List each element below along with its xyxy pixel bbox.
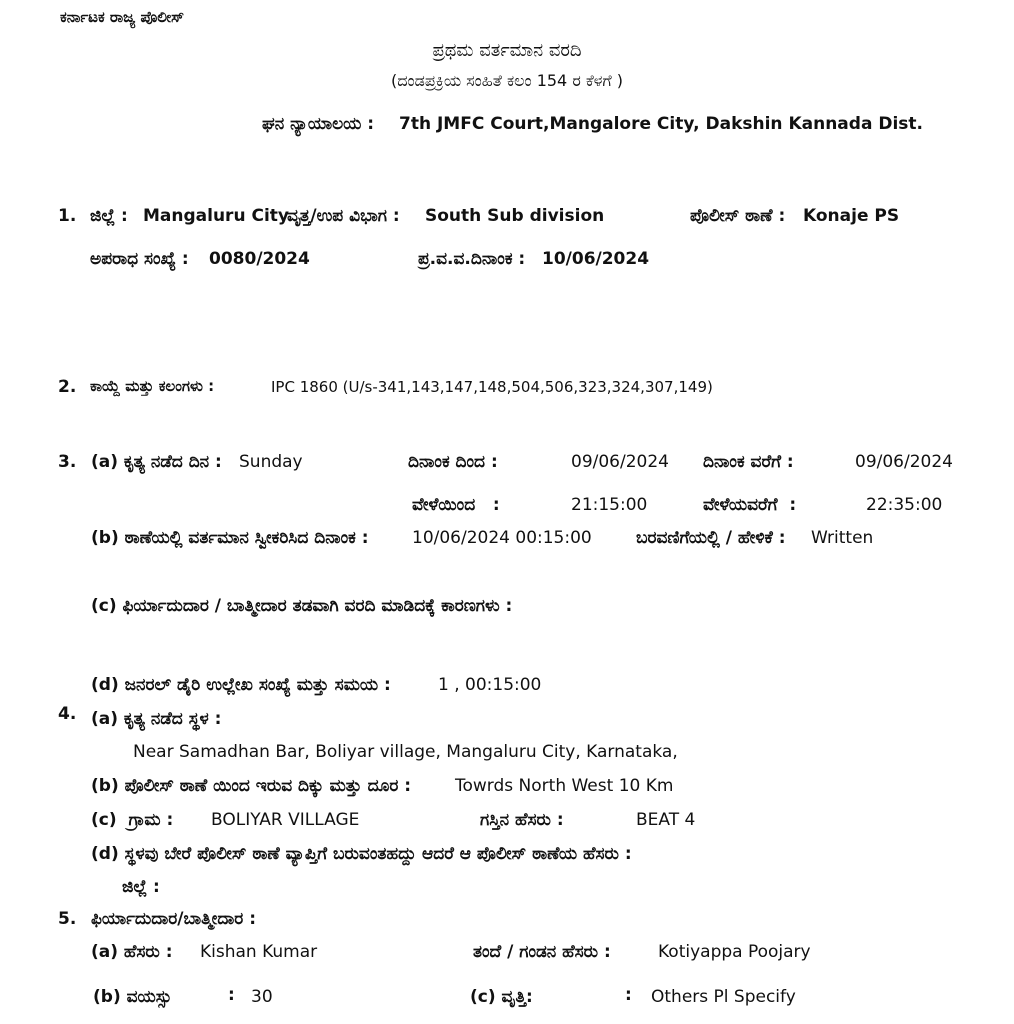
received-date-value: 10/06/2024 00:15:00 xyxy=(412,528,592,548)
org-name: ಕರ್ನಾಟಕ ರಾಜ್ಯ ಪೊಲೀಸ್ xyxy=(60,8,184,26)
fir-date-label: ಪ್ರ.ವ.ವ.ದಿನಾಂಕ : xyxy=(418,249,526,269)
other-station-district-label: ಜಿಲ್ಲೆ : xyxy=(122,877,160,897)
age-label: (b) ವಯಸ್ಸು xyxy=(93,987,172,1007)
report-mode-label: ಬರವಣಿಗೆಯಲ್ಲಿ / ಹೇಳಿಕೆ : xyxy=(636,528,786,548)
place-label: (a) ಕೃತ್ಯ ನಡೆದ ಸ್ಥಳ : xyxy=(91,709,222,729)
occupation-value: Others Pl Specify xyxy=(651,987,796,1007)
to-time-label: ವೇಳೆಯವರೆಗೆ : xyxy=(703,495,797,515)
delay-reason-label: (c) ಫಿರ್ಯಾದುದಾರ / ಬಾತ್ಮೀದಾರ ತಡವಾಗಿ ವರದಿ ಮಾಡಿದಕ್ಕೆ ಕಾರಣಗಳು : xyxy=(91,596,513,616)
father-name-label: ತಂದೆ / ಗಂಡನ ಹೆಸರು : xyxy=(473,942,611,962)
section-2-number: 2. xyxy=(58,377,77,397)
occupation-label: (c) ವೃತ್ತಿ: xyxy=(470,987,533,1007)
court-value: 7th JMFC Court,Mangalore City, Dakshin Kannada Dist. xyxy=(399,114,923,134)
district-label: ಜಿಲ್ಲೆ : xyxy=(90,206,128,226)
beat-label: ಗಸ್ತಿನ ಹೆಸರು : xyxy=(480,810,564,830)
beat-value: BEAT 4 xyxy=(636,810,696,830)
father-name-value: Kotiyappa Poojary xyxy=(658,942,811,962)
occurrence-day-label-text: (a) ಕೃತ್ಯ ನಡೆದ ದಿನ : xyxy=(91,452,222,472)
fir-date-value: 10/06/2024 xyxy=(542,249,650,269)
occurrence-day-label xyxy=(91,454,222,471)
document-title: ಪ್ರಥಮ ವರ್ತಮಾನ ವರದಿ xyxy=(432,40,582,61)
received-date-label: (b) ಠಾಣೆಯಲ್ಲಿ ವರ್ತಮಾನ ಸ್ವೀಕರಿಸಿದ ದಿನಾಂಕ : xyxy=(91,528,369,548)
acts-label: ಕಾಯ್ದೆ ಮತ್ತು ಕಲಂಗಳು : xyxy=(90,377,215,395)
age-value: 30 xyxy=(251,987,273,1007)
from-time-value: 21:15:00 xyxy=(571,495,648,515)
to-time-value: 22:35:00 xyxy=(866,495,943,515)
occupation-colon: : xyxy=(625,985,632,1005)
section-5-number: 5. xyxy=(58,909,77,929)
circle-label: ವೃತ್ತ/ಉಪ ವಿಭಾಗ : xyxy=(287,206,400,226)
occurrence-day-value: Sunday xyxy=(239,452,303,472)
to-date-value: 09/06/2024 xyxy=(855,452,953,472)
general-diary-value: 1 , 00:15:00 xyxy=(438,675,542,695)
document-subtitle: (ದಂಡಪ್ರಕ್ರಿಯ ಸಂಹಿತೆ ಕಲಂ 154 ರ ಕೆಳಗೆ ) xyxy=(390,71,624,90)
from-date-value: 09/06/2024 xyxy=(571,452,669,472)
other-station-label: (d) ಸ್ಥಳವು ಬೇರೆ ಪೊಲೀಸ್ ಠಾಣೆ ವ್ಯಾಪ್ತಿಗೆ ಬರುವಂತಹದ್ದು ಆದರೆ ಆ ಪೊಲೀಸ್ ಠಾಣೆಯ ಹೆಸರು : xyxy=(91,844,632,864)
village-value: BOLIYAR VILLAGE xyxy=(211,810,360,830)
direction-distance-label: (b) ಪೊಲೀಸ್ ಠಾಣೆ ಯಿಂದ ಇರುವ ದಿಕ್ಕು ಮತ್ತು ದೂರ : xyxy=(91,776,412,796)
police-station-value: Konaje PS xyxy=(803,206,900,226)
report-mode-value: Written xyxy=(811,528,874,548)
police-station-label: ಪೊಲೀಸ್ ಠಾಣೆ : xyxy=(690,206,786,226)
place-value: Near Samadhan Bar, Boliyar village, Mangaluru City, Karnataka, xyxy=(133,742,678,762)
crime-number-value: 0080/2024 xyxy=(209,249,310,269)
section-3-number: 3. xyxy=(58,452,77,472)
to-date-label: ದಿನಾಂಕ ವರೆಗೆ : xyxy=(703,452,794,472)
section-1-number: 1. xyxy=(58,206,77,226)
complainant-name-label: (a) ಹೆಸರು : xyxy=(91,942,173,962)
district-value: Mangaluru City xyxy=(143,206,289,226)
complainant-label: ಫಿರ್ಯಾದುದಾರ/ಬಾತ್ಮೀದಾರ : xyxy=(91,909,257,929)
court-label: ಘನ ನ್ಯಾಯಾಲಯ : xyxy=(262,114,375,134)
village-label: (c) ಗ್ರಾಮ : xyxy=(91,810,174,830)
from-time-label: ವೇಳೆಯಿಂದ : xyxy=(412,495,500,515)
direction-distance-value: Towrds North West 10 Km xyxy=(455,776,674,796)
complainant-name-value: Kishan Kumar xyxy=(200,942,318,962)
age-colon: : xyxy=(228,985,235,1005)
from-date-label: ದಿನಾಂಕ ದಿಂದ : xyxy=(408,452,498,472)
acts-value: IPC 1860 (U/s-341,143,147,148,504,506,323,324,307,149) xyxy=(271,378,713,396)
general-diary-label: (d) ಜನರಲ್ ಡೈರಿ ಉಲ್ಲೇಖ ಸಂಖ್ಯೆ ಮತ್ತು ಸಮಯ : xyxy=(91,675,391,695)
circle-value: South Sub division xyxy=(425,206,605,226)
crime-number-label: ಅಪರಾಧ ಸಂಖ್ಯೆ : xyxy=(90,249,189,269)
section-4-number: 4. xyxy=(58,704,77,724)
